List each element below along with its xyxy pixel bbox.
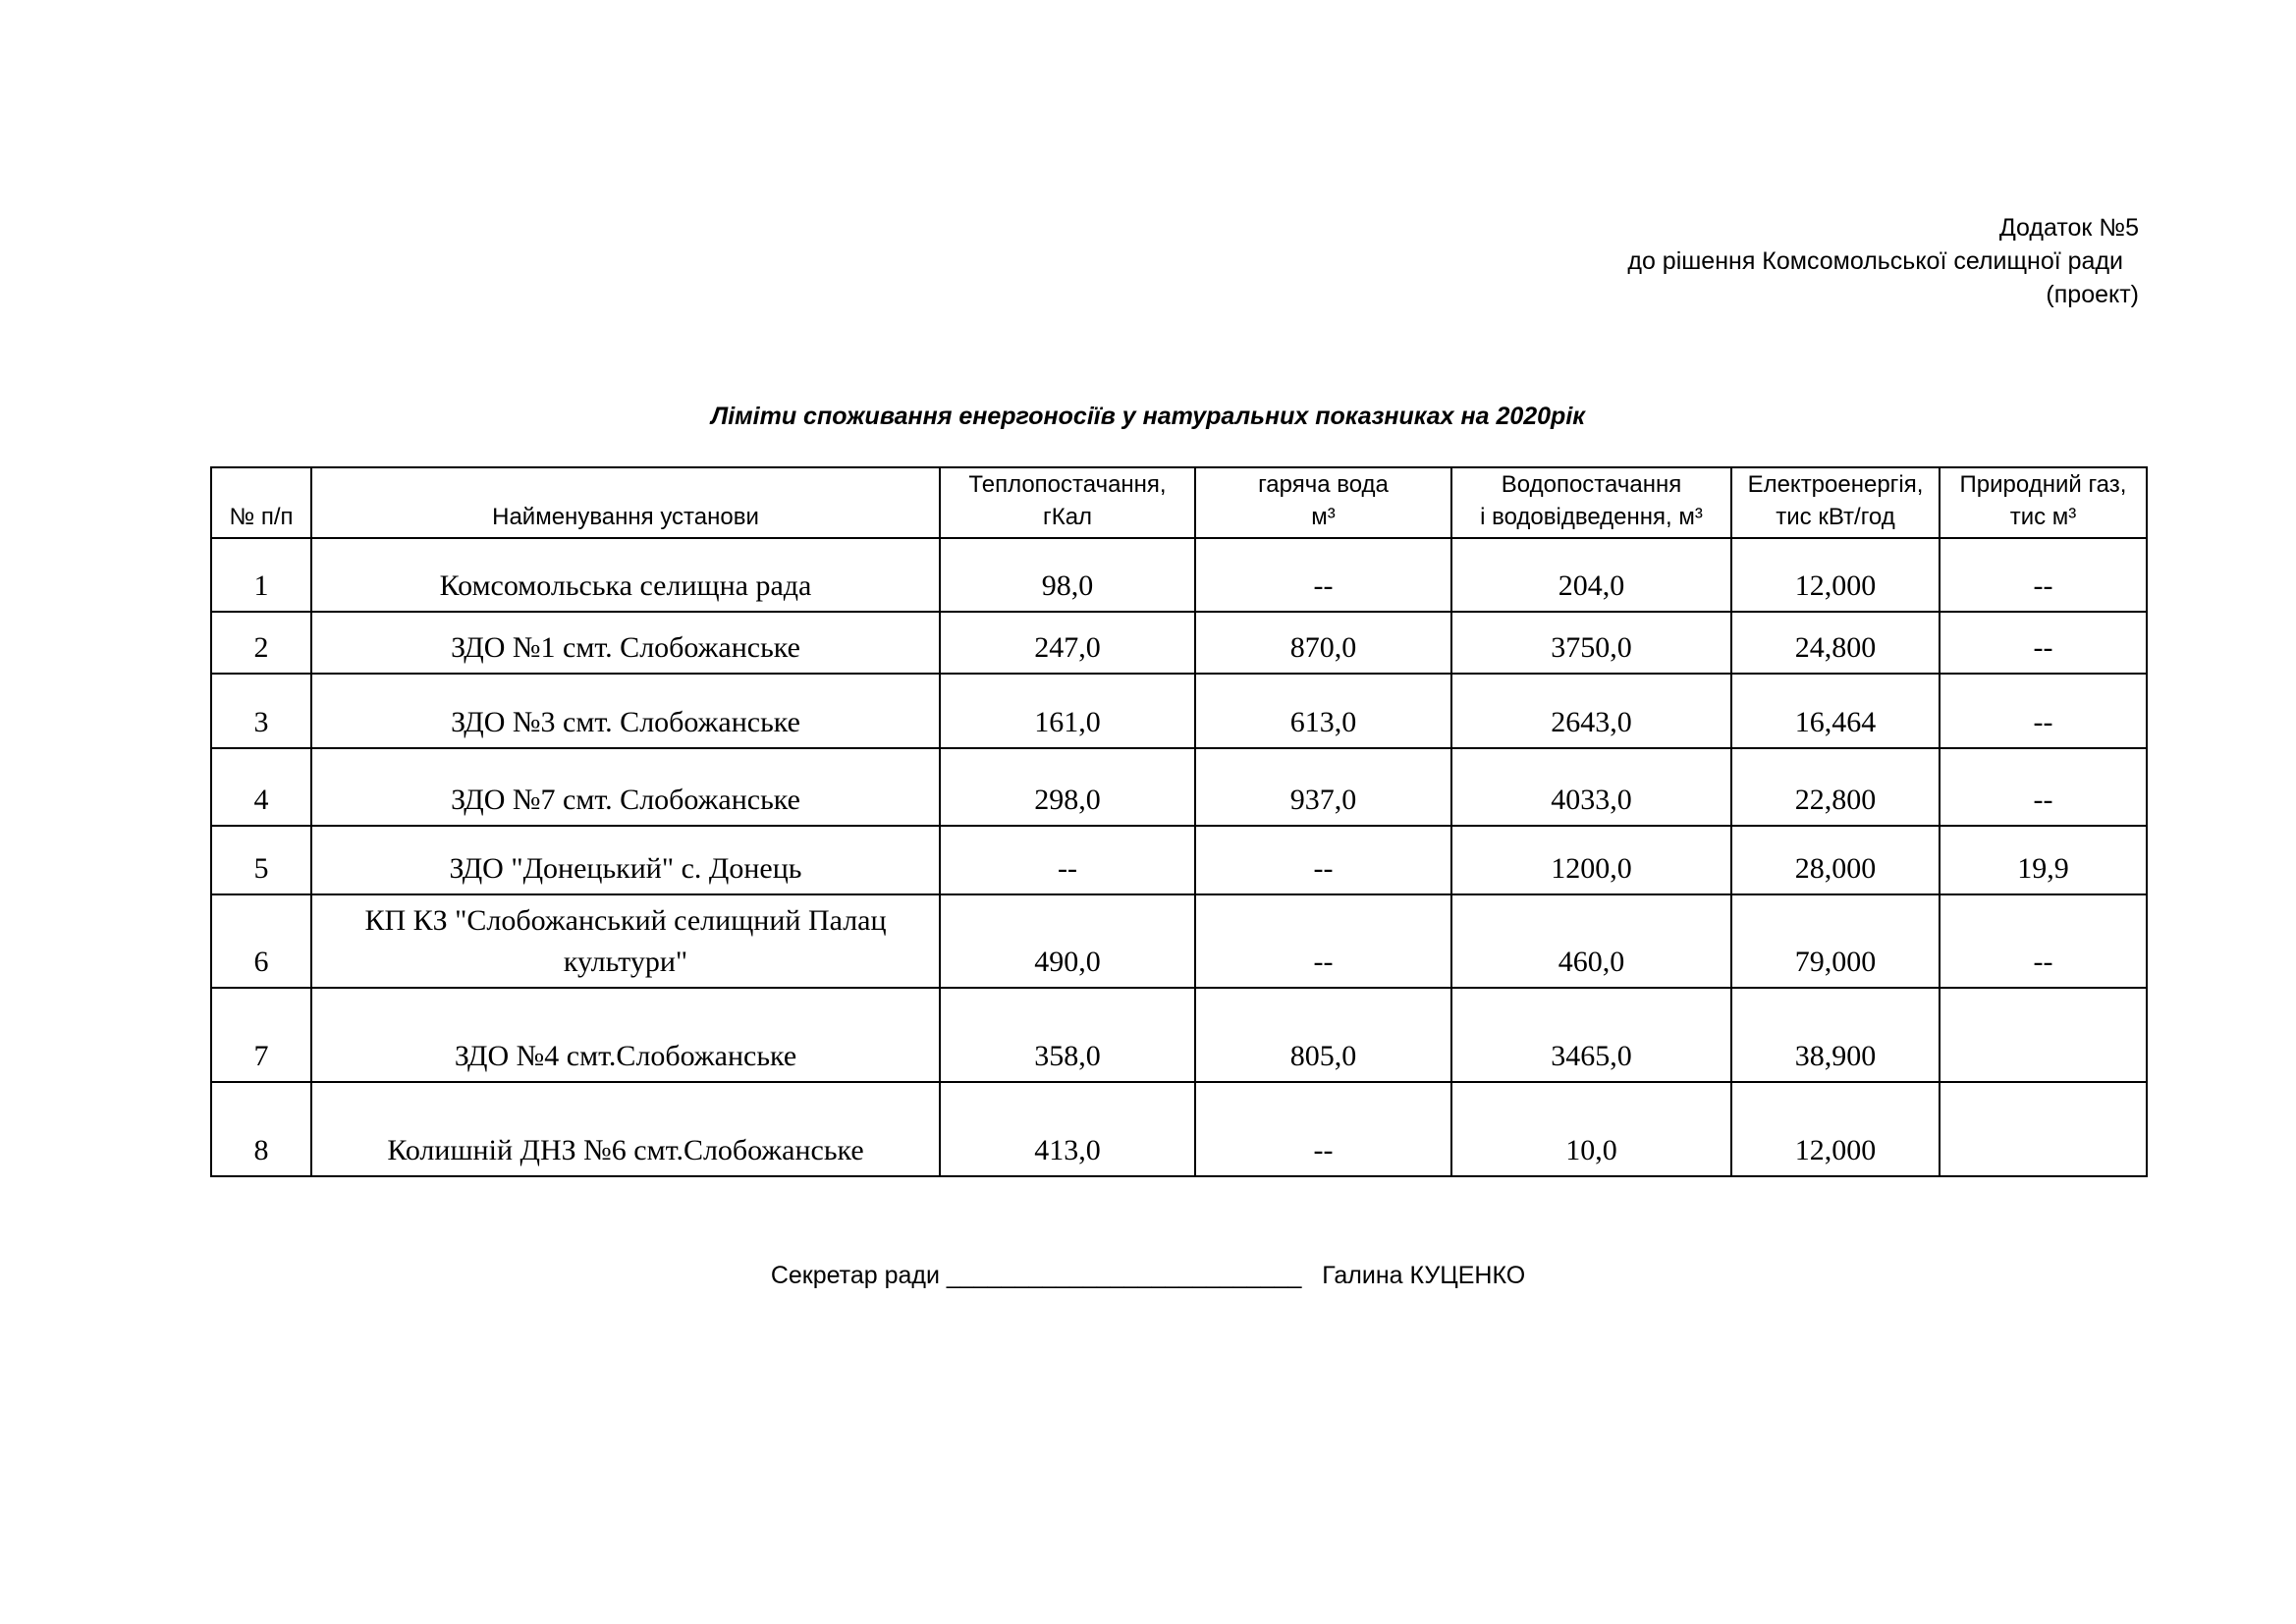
table-header bbox=[211, 467, 2147, 538]
table-row bbox=[211, 988, 2147, 1082]
hot-water-value: 870,0 bbox=[1195, 612, 1451, 674]
gas-value: 19,9 bbox=[1940, 826, 2147, 894]
water-supply-value: 4033,0 bbox=[1451, 748, 1731, 826]
institution-name: ЗДО №1 смт. Слобожанське bbox=[311, 612, 940, 674]
header-gas bbox=[1940, 467, 2147, 538]
header-unit: тис кВт/год bbox=[1776, 504, 1895, 530]
header-line: Природний газ, bbox=[1959, 471, 2127, 498]
header-electricity bbox=[1731, 467, 1940, 538]
gas-value: -- bbox=[1940, 748, 2147, 826]
appendix-block bbox=[1627, 211, 2139, 311]
header-water-supply bbox=[1451, 467, 1731, 538]
water-supply-value: 3465,0 bbox=[1451, 988, 1731, 1082]
signature-line: __________________________ bbox=[946, 1262, 1302, 1289]
header-unit: і водовідведення, м³ bbox=[1480, 504, 1703, 530]
header-hot-water bbox=[1195, 467, 1451, 538]
header-heat bbox=[940, 467, 1195, 538]
signature-position: Секретар ради bbox=[770, 1262, 940, 1289]
table-row bbox=[211, 894, 2147, 988]
heat-value: 490,0 bbox=[940, 894, 1195, 988]
electricity-value: 12,000 bbox=[1731, 538, 1940, 612]
row-number: 1 bbox=[211, 538, 311, 612]
hot-water-value: 805,0 bbox=[1195, 988, 1451, 1082]
limits-table bbox=[210, 466, 2148, 1177]
header-line: Теплопостачання, bbox=[968, 471, 1167, 498]
row-number: 7 bbox=[211, 988, 311, 1082]
header-line: гаряча вода bbox=[1258, 471, 1389, 498]
table-row bbox=[211, 1082, 2147, 1176]
signature-name: Галина КУЦЕНКО bbox=[1322, 1262, 1526, 1289]
row-number: 5 bbox=[211, 826, 311, 894]
water-supply-value: 10,0 bbox=[1451, 1082, 1731, 1176]
electricity-value: 24,800 bbox=[1731, 612, 1940, 674]
header-unit: м³ bbox=[1311, 504, 1336, 530]
gas-value bbox=[1940, 1082, 2147, 1176]
heat-value: 298,0 bbox=[940, 748, 1195, 826]
heat-value: 161,0 bbox=[940, 674, 1195, 748]
header-institution bbox=[311, 467, 940, 538]
row-number: 8 bbox=[211, 1082, 311, 1176]
row-number: 3 bbox=[211, 674, 311, 748]
row-number: 6 bbox=[211, 894, 311, 988]
electricity-value: 79,000 bbox=[1731, 894, 1940, 988]
heat-value: -- bbox=[940, 826, 1195, 894]
electricity-value: 22,800 bbox=[1731, 748, 1940, 826]
electricity-value: 16,464 bbox=[1731, 674, 1940, 748]
water-supply-value: 2643,0 bbox=[1451, 674, 1731, 748]
header-line: Електроенергія, bbox=[1747, 471, 1924, 498]
hot-water-value: -- bbox=[1195, 538, 1451, 612]
table-row bbox=[211, 826, 2147, 894]
hot-water-value: -- bbox=[1195, 826, 1451, 894]
gas-value: -- bbox=[1940, 612, 2147, 674]
electricity-value: 12,000 bbox=[1731, 1082, 1940, 1176]
header-line: № п/п bbox=[229, 504, 294, 530]
hot-water-value: -- bbox=[1195, 1082, 1451, 1176]
heat-value: 98,0 bbox=[940, 538, 1195, 612]
gas-value: -- bbox=[1940, 538, 2147, 612]
heat-value: 247,0 bbox=[940, 612, 1195, 674]
heat-value: 413,0 bbox=[940, 1082, 1195, 1176]
gas-value: -- bbox=[1940, 674, 2147, 748]
hot-water-value: -- bbox=[1195, 894, 1451, 988]
institution-name: Комсомольська селищна рада bbox=[311, 538, 940, 612]
institution-name: ЗДО №3 смт. Слобожанське bbox=[311, 674, 940, 748]
gas-value: -- bbox=[1940, 894, 2147, 988]
appendix-draft-note: (проект) bbox=[2046, 281, 2139, 308]
institution-name: ЗДО №7 смт. Слобожанське bbox=[311, 748, 940, 826]
institution-name: ЗДО "Донецький" с. Донець bbox=[311, 826, 940, 894]
electricity-value: 38,900 bbox=[1731, 988, 1940, 1082]
header-unit: тис м³ bbox=[2009, 504, 2077, 530]
document-title: Ліміти споживання енергоносіїв у натуральних показниках на 2020рік bbox=[711, 403, 1585, 430]
appendix-number: Додаток №5 bbox=[1998, 214, 2139, 242]
hot-water-value: 613,0 bbox=[1195, 674, 1451, 748]
header-line: Водопостачання bbox=[1501, 471, 1682, 498]
signature-block bbox=[0, 1262, 2296, 1290]
header-line: Найменування установи bbox=[492, 504, 759, 530]
institution-name: КП КЗ "Слобожанський селищний Палац культури" bbox=[311, 894, 940, 988]
appendix-decision: до рішення Комсомольської селищної ради bbox=[1627, 247, 2123, 275]
row-number: 2 bbox=[211, 612, 311, 674]
gas-value bbox=[1940, 988, 2147, 1082]
hot-water-value: 937,0 bbox=[1195, 748, 1451, 826]
water-supply-value: 1200,0 bbox=[1451, 826, 1731, 894]
institution-name: Колишній ДНЗ №6 смт.Слобожанське bbox=[311, 1082, 940, 1176]
institution-name: ЗДО №4 смт.Слобожанське bbox=[311, 988, 940, 1082]
table-row bbox=[211, 612, 2147, 674]
table-row bbox=[211, 538, 2147, 612]
header-unit: гКал bbox=[1042, 504, 1093, 530]
table-row bbox=[211, 674, 2147, 748]
water-supply-value: 3750,0 bbox=[1451, 612, 1731, 674]
water-supply-value: 460,0 bbox=[1451, 894, 1731, 988]
row-number: 4 bbox=[211, 748, 311, 826]
water-supply-value: 204,0 bbox=[1451, 538, 1731, 612]
electricity-value: 28,000 bbox=[1731, 826, 1940, 894]
table-body bbox=[211, 538, 2147, 1176]
heat-value: 358,0 bbox=[940, 988, 1195, 1082]
header-row bbox=[211, 467, 2147, 538]
table-row bbox=[211, 748, 2147, 826]
header-number bbox=[211, 467, 311, 538]
